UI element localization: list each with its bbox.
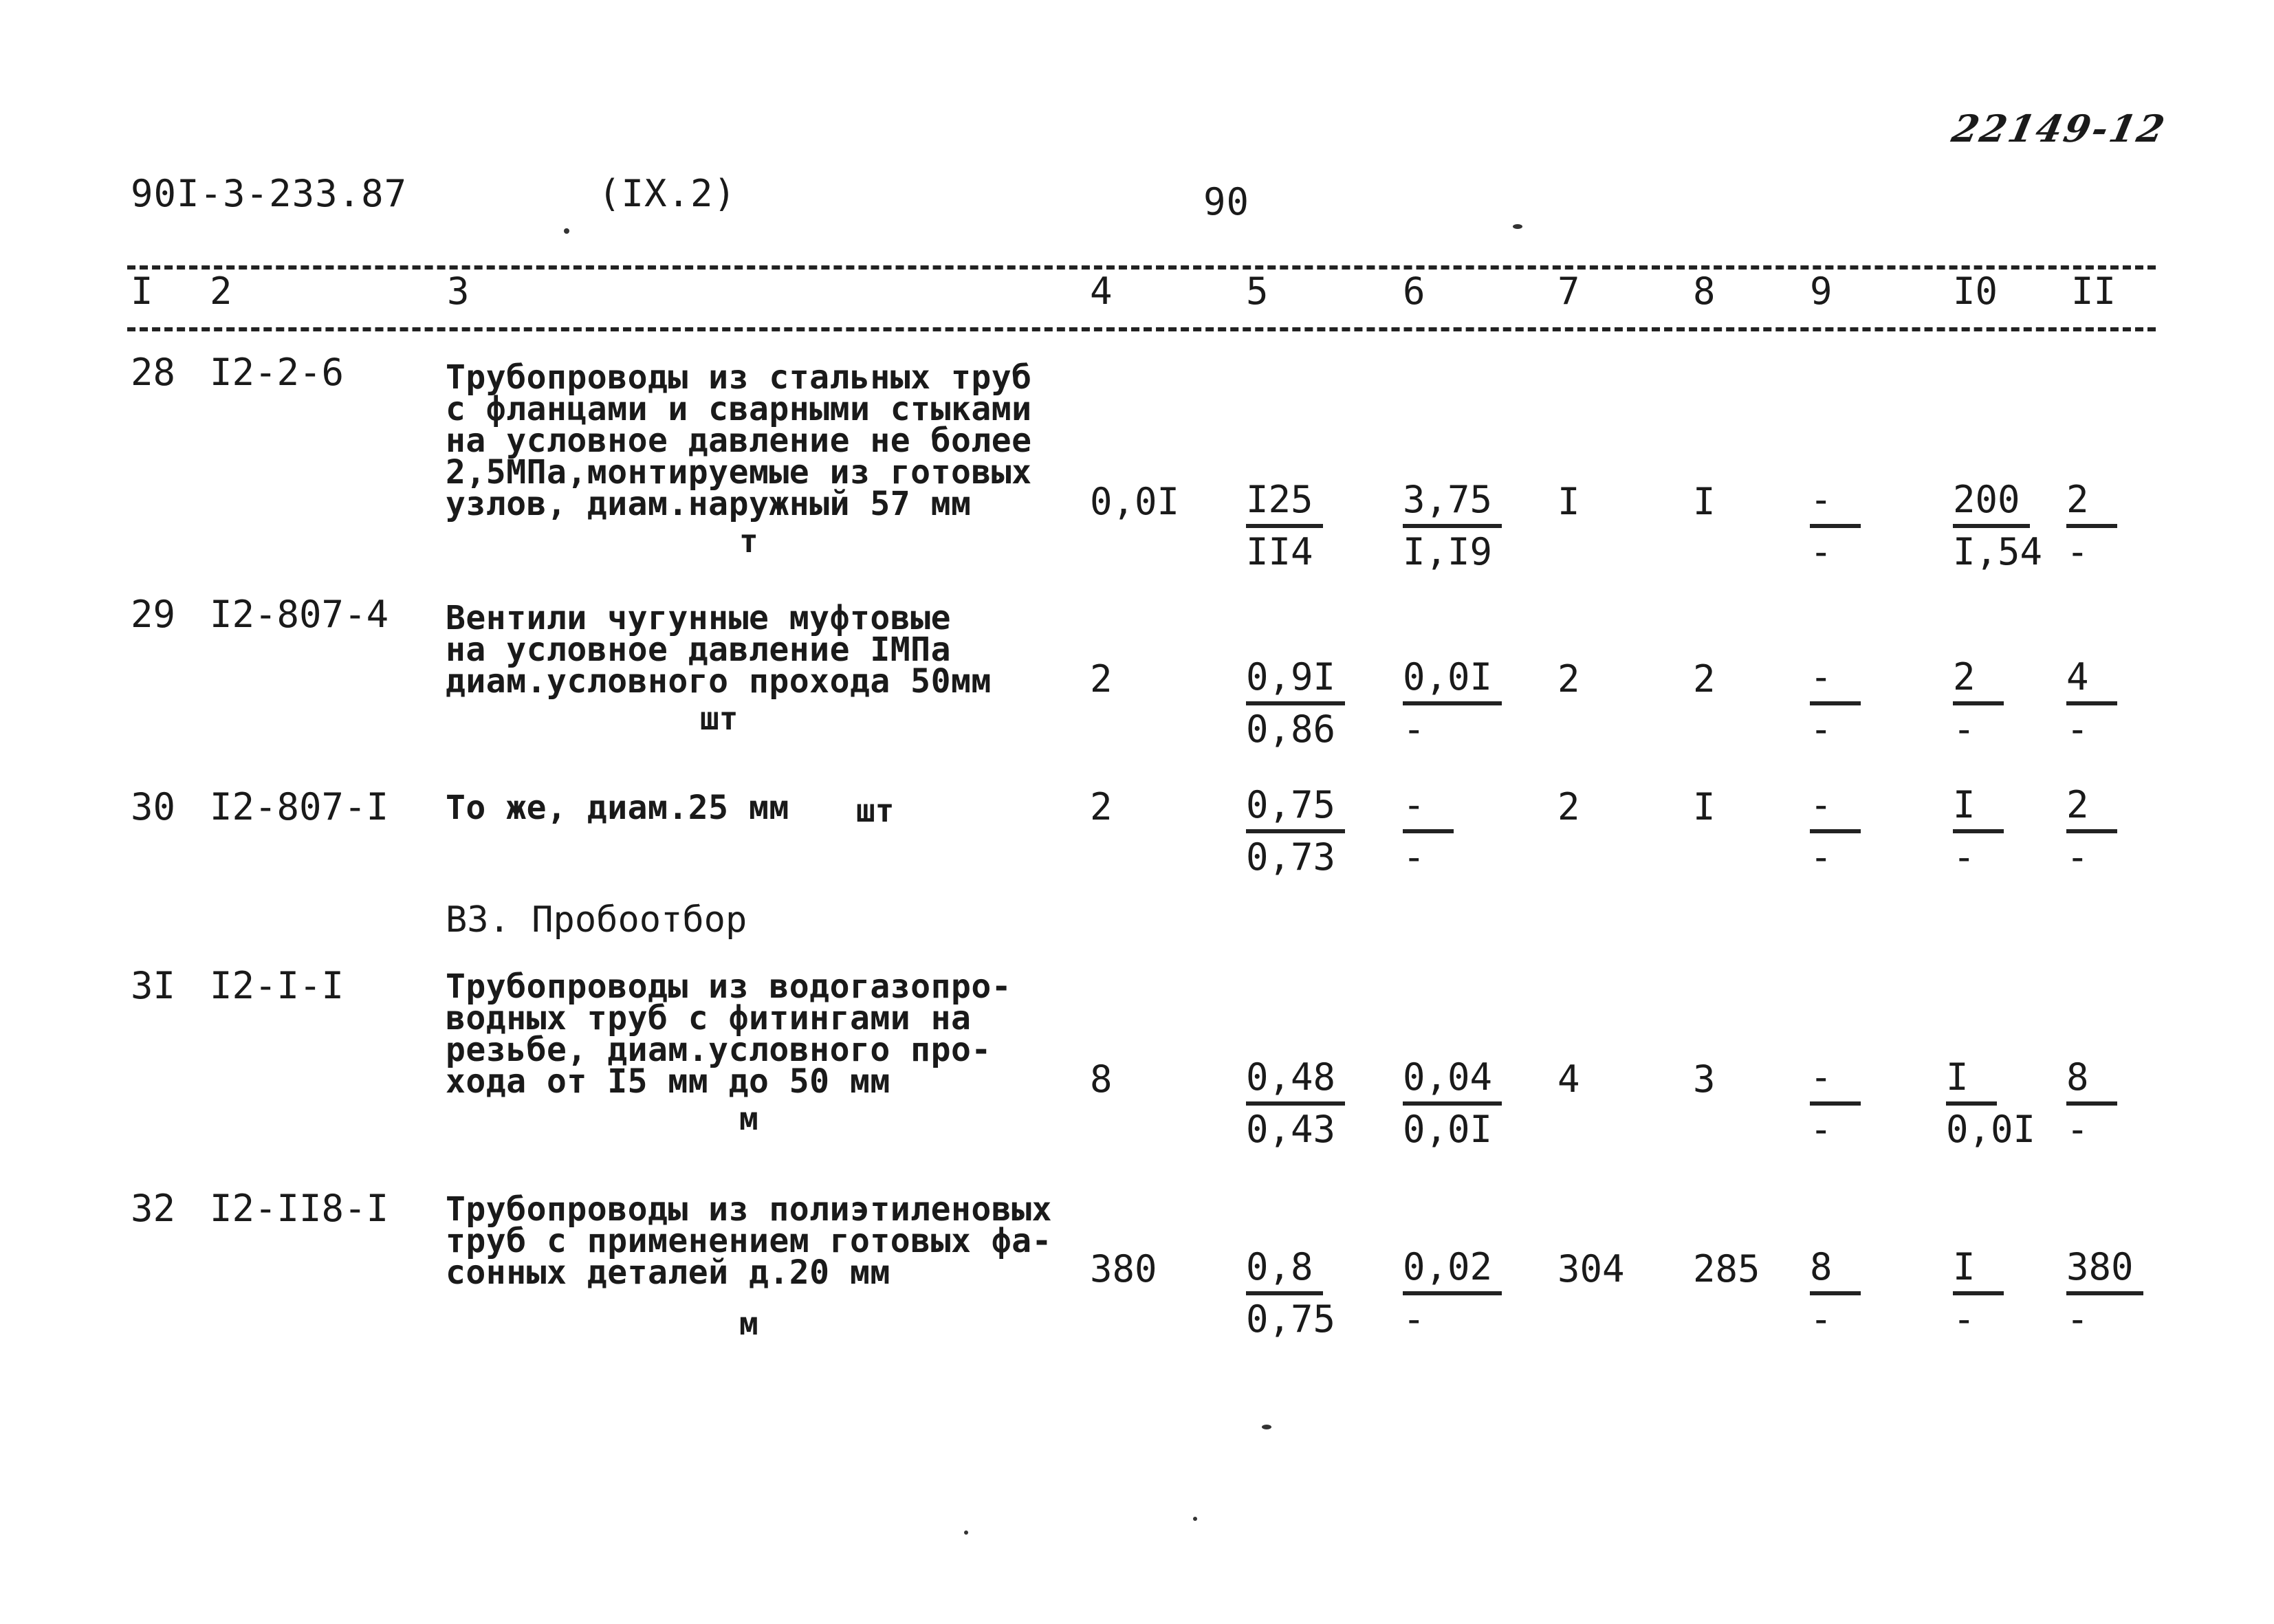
description-line: Вентили чугунные муфтовые — [446, 599, 951, 637]
norm-code: I2-I-I — [210, 964, 345, 1007]
scan-speck — [1262, 1425, 1271, 1429]
denominator: - — [1403, 1297, 1425, 1341]
cell-col11 — [2066, 476, 2117, 576]
numerator: I — [1953, 1243, 2004, 1295]
denominator: I,I9 — [1403, 530, 1493, 573]
row-number: 32 — [131, 1187, 176, 1230]
numerator: 2 — [2066, 476, 2117, 528]
cell-col4: 2 — [1090, 657, 1113, 701]
column-header-4: 4 — [1090, 270, 1113, 313]
cell-col7: 4 — [1557, 1057, 1580, 1101]
cell-col11 — [2066, 1053, 2117, 1154]
description-line: на условное давление IМПа — [446, 630, 951, 669]
numerator: 0,8 — [1246, 1243, 1323, 1295]
norm-code: I2-2-6 — [210, 351, 345, 394]
cell-col7: 2 — [1557, 785, 1580, 829]
cell-col10 — [1953, 476, 2042, 576]
unit-label: м — [739, 1100, 758, 1137]
description-line: труб с применением готовых фа- — [446, 1222, 1052, 1260]
column-header-5: 5 — [1246, 270, 1269, 313]
column-header-6: 6 — [1403, 270, 1425, 313]
page-number: 90 — [1203, 180, 1250, 223]
cell-col6 — [1403, 1243, 1502, 1343]
column-header-1: I — [131, 270, 153, 313]
cell-col11 — [2066, 781, 2117, 881]
cell-col4: 2 — [1090, 785, 1113, 829]
denominator: - — [1403, 707, 1425, 751]
description-line: сонных деталей д.20 мм — [446, 1253, 890, 1292]
column-header-2: 2 — [210, 270, 232, 313]
column-header-10: I0 — [1953, 270, 1998, 313]
numerator: - — [1810, 653, 1861, 705]
cell-col5 — [1246, 653, 1345, 754]
denominator: 0,86 — [1246, 707, 1336, 751]
description-line: диам.условного прохода 50мм — [446, 662, 992, 701]
numerator: 3,75 — [1403, 476, 1502, 528]
cell-col5 — [1246, 476, 1323, 576]
cell-col11 — [2066, 653, 2117, 754]
norm-code: I2-II8-I — [210, 1187, 389, 1230]
cell-col9 — [1810, 1243, 1861, 1343]
cell-col6 — [1403, 1053, 1502, 1154]
cell-col7: 2 — [1557, 657, 1580, 701]
scan-speck — [564, 228, 569, 234]
cell-col6 — [1403, 476, 1502, 576]
cell-col9 — [1810, 1053, 1861, 1154]
cell-col10 — [1953, 653, 2004, 754]
cell-col9 — [1810, 476, 1861, 576]
numerator: 2 — [1953, 653, 2004, 705]
denominator: - — [1953, 835, 1976, 879]
document-code: 90I-3-233.87 — [131, 172, 408, 215]
description-line: То же, диам.25 мм — [446, 789, 789, 827]
cell-col6 — [1403, 653, 1502, 754]
header-rule-bottom — [127, 327, 2156, 331]
cell-col6 — [1403, 781, 1454, 881]
description-line: на условное давление не более — [446, 421, 1032, 460]
numerator: 8 — [1810, 1243, 1861, 1295]
numerator: 8 — [2066, 1053, 2117, 1106]
denominator: - — [1403, 835, 1425, 879]
cell-col8: I — [1693, 480, 1716, 523]
column-header-3: 3 — [447, 270, 470, 313]
description-line: узлов, диам.наружный 57 мм — [446, 485, 972, 523]
numerator: I25 — [1246, 476, 1323, 528]
denominator: - — [1810, 530, 1833, 573]
numerator: - — [1810, 476, 1861, 528]
denominator: 0,43 — [1246, 1108, 1336, 1151]
numerator: - — [1810, 1053, 1861, 1106]
cell-col7: I — [1557, 480, 1580, 523]
cell-col9 — [1810, 781, 1861, 881]
denominator: - — [1953, 1297, 1976, 1341]
description-line: резьбе, диам.условного про- — [446, 1031, 992, 1069]
unit-label: шт — [700, 700, 739, 737]
norm-code: I2-807-4 — [210, 593, 389, 636]
numerator: - — [1810, 781, 1861, 833]
cell-col11 — [2066, 1243, 2143, 1343]
cell-col8: I — [1693, 785, 1716, 829]
cell-col8: 2 — [1693, 657, 1716, 701]
description-line: Трубопроводы из стальных труб — [446, 358, 1032, 397]
cell-col7: 304 — [1557, 1247, 1625, 1291]
column-header-11: II — [2071, 270, 2117, 313]
header-rule-top — [127, 265, 2156, 270]
denominator: - — [2066, 1108, 2089, 1151]
cell-col9 — [1810, 653, 1861, 754]
section-title: В3. Пробоотбор — [446, 899, 747, 941]
numerator: 0,9I — [1246, 653, 1345, 705]
description-line: водных труб с фитингами на — [446, 999, 972, 1038]
scan-speck — [1193, 1517, 1197, 1521]
cell-col5 — [1246, 781, 1345, 881]
numerator: 0,75 — [1246, 781, 1345, 833]
denominator: 0,75 — [1246, 1297, 1336, 1341]
denominator: 0,0I — [1946, 1108, 2036, 1151]
cell-col4: 0,0I — [1090, 480, 1180, 523]
column-header-8: 8 — [1693, 270, 1716, 313]
unit-label: т — [739, 523, 758, 560]
denominator: - — [1953, 707, 1976, 751]
cell-col10 — [1946, 1053, 2035, 1154]
denominator: - — [1810, 1108, 1833, 1151]
description-line: Трубопроводы из полиэтиленовых — [446, 1190, 1052, 1229]
sheet-reference: (IX.2) — [598, 172, 737, 215]
description-line: хода от I5 мм до 50 мм — [446, 1062, 890, 1101]
denominator: 0,73 — [1246, 835, 1336, 879]
numerator: 0,04 — [1403, 1053, 1502, 1106]
cell-col4: 380 — [1090, 1247, 1157, 1291]
description-line: 2,5МПа,монтируемые из готовых — [446, 453, 1032, 492]
scan-speck — [1513, 224, 1522, 229]
numerator: 0,02 — [1403, 1243, 1502, 1295]
cell-col8: 3 — [1693, 1057, 1716, 1101]
numerator: 200 — [1953, 476, 2030, 528]
cell-col10 — [1953, 1243, 2004, 1343]
numerator: 380 — [2066, 1243, 2143, 1295]
denominator: - — [2066, 707, 2089, 751]
cell-col5 — [1246, 1053, 1345, 1154]
denominator: II4 — [1246, 530, 1313, 573]
numerator: 2 — [2066, 781, 2117, 833]
denominator: - — [2066, 835, 2089, 879]
column-header-9: 9 — [1810, 270, 1833, 313]
row-number: 3I — [131, 964, 176, 1007]
unit-label: шт — [856, 792, 895, 829]
description-line: Трубопроводы из водогазопро- — [446, 967, 1012, 1006]
row-number: 29 — [131, 593, 176, 636]
cell-col8: 285 — [1693, 1247, 1760, 1291]
cell-col4: 8 — [1090, 1057, 1113, 1101]
row-number: 28 — [131, 351, 176, 394]
norm-code: I2-807-I — [210, 785, 389, 829]
denominator: - — [2066, 530, 2089, 573]
numerator: 0,48 — [1246, 1053, 1345, 1106]
denominator: I,54 — [1953, 530, 2043, 573]
numerator: I — [1953, 781, 2004, 833]
unit-label: м — [739, 1305, 758, 1342]
cell-col10 — [1953, 781, 2004, 881]
numerator: 4 — [2066, 653, 2117, 705]
numerator: I — [1946, 1053, 1997, 1106]
denominator: 0,0I — [1403, 1108, 1493, 1151]
denominator: - — [1810, 835, 1833, 879]
description-line: с фланцами и сварными стыками — [446, 390, 1032, 428]
numerator: - — [1403, 781, 1454, 833]
row-number: 30 — [131, 785, 176, 829]
handwritten-reference: 22149-12 — [1948, 107, 2171, 151]
denominator: - — [2066, 1297, 2089, 1341]
denominator: - — [1810, 707, 1833, 751]
column-header-7: 7 — [1557, 270, 1580, 313]
denominator: - — [1810, 1297, 1833, 1341]
cell-col5 — [1246, 1243, 1335, 1343]
scan-speck — [964, 1530, 968, 1535]
numerator: 0,0I — [1403, 653, 1502, 705]
